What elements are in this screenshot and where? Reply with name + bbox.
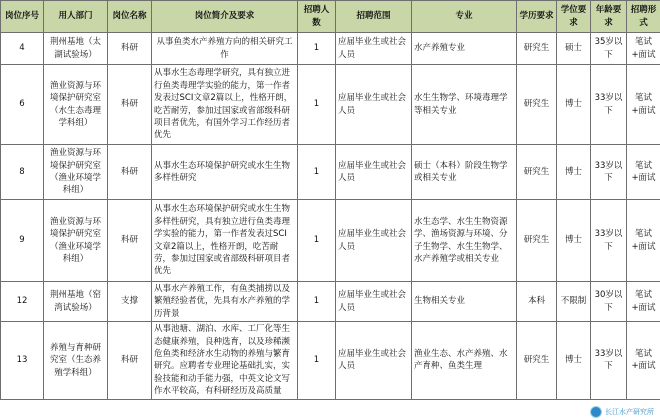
cell-edu: 研究生 [517,65,557,145]
table-row [1,322,660,399]
cell-post: 科研 [108,145,152,200]
table-row [1,145,660,200]
table-row [1,200,660,282]
cell-age: 33岁以下 [591,200,627,282]
header-edu: 学历要求 [517,1,557,33]
header-num: 招聘人数 [298,1,336,33]
cell-dept: 渔业资源与环境保护研究室（渔业环境学科组） [44,200,108,282]
cell-num: 1 [298,33,336,65]
cell-edu: 研究生 [517,33,557,65]
cell-scope: 应届毕业生或社会人员 [336,322,412,399]
cell-degree: 博士 [557,200,591,282]
cell-form: 笔试+面试 [627,33,660,65]
cell-desc: 从事水生态毒理学研究，具有独立进行鱼类毒理学实验的能力，第一作者发表过SCI文章2篇以上，性格开朗，吃苦耐劳，参加过国家或省部级科研项目者优先，有国外学习工作经历者优先 [152,65,298,145]
cell-desc: 从事水产养殖工作，有鱼类捕捞以及繁殖经验者优，先具有水产养殖的学历背景 [152,282,298,322]
cell-major: 硕士（本科）阶段生物学或相关专业 [412,145,517,200]
cell-dept: 渔业资源与环境保护研究室（水生态毒理学科组） [44,65,108,145]
cell-major: 水产养殖专业 [412,33,517,65]
header-post: 岗位名称 [108,1,152,33]
cell-edu: 研究生 [517,200,557,282]
cell-scope: 应届毕业生或社会人员 [336,145,412,200]
cell-form: 笔试+面试 [627,282,660,322]
cell-num: 1 [298,200,336,282]
cell-dept: 荆州基地（太湖试验场） [44,33,108,65]
cell-scope: 应届毕业生或社会人员 [336,33,412,65]
cell-form: 笔试+面试 [627,65,660,145]
cell-scope: 应届毕业生或社会人员 [336,65,412,145]
table-row [1,65,660,145]
cell-degree: 硕士 [557,33,591,65]
cell-major: 水生态学、水生生物资源学、渔场资源与环境、分子生物学、水生生物学、水产养殖学或相关专业 [412,200,517,282]
header-row [1,1,660,33]
cell-dept: 渔业资源与环境保护研究室（渔业环境学科组） [44,145,108,200]
watermark-logo-icon [590,406,602,418]
cell-desc: 从事池塘、湖泊、水库、工厂化等生态健康养殖，良种选育，以及珍稀濒危鱼类和经济水生动物的养殖与繁育研究。应聘者专业理论基础扎实，实验技能和动手能力强，中英文论文写作水平较高，有科研经历及高质量 [152,322,298,399]
header-age: 年龄要求 [591,1,627,33]
cell-post: 支撑 [108,282,152,322]
cell-seq: 4 [1,33,44,65]
cell-desc: 从事水生态环境保护研究或水生生物多样性研究 [152,145,298,200]
cell-post: 科研 [108,65,152,145]
cell-major: 水生生物学、环境毒理学等相关专业 [412,65,517,145]
cell-seq: 6 [1,65,44,145]
cell-num: 1 [298,282,336,322]
watermark-text: 长江水产研究所 [605,408,654,416]
cell-degree: 博士 [557,322,591,399]
cell-dept: 荆州基地（窑湾试验场） [44,282,108,322]
cell-edu: 研究生 [517,322,557,399]
cell-form: 笔试+面试 [627,145,660,200]
header-scope: 招聘范围 [336,1,412,33]
cell-age: 33岁以下 [591,65,627,145]
cell-desc: 从事水生态环境保护研究或水生生物多样性研究，具有独立进行鱼类毒理学实验的能力，第一作者发表过SCI文章2篇以上，性格开朗，吃苦耐劳，参加过国家或省部级科研项目者优先 [152,200,298,282]
cell-num: 1 [298,65,336,145]
cell-age: 35岁以下 [591,33,627,65]
cell-degree: 博士 [557,65,591,145]
cell-dept: 养殖与育种研究室（生态养殖学科组） [44,322,108,399]
header-dept: 用人部门 [44,1,108,33]
header-form: 招聘形式 [627,1,660,33]
cell-seq: 8 [1,145,44,200]
cell-major: 生物相关专业 [412,282,517,322]
cell-seq: 9 [1,200,44,282]
header-major: 专业 [412,1,517,33]
cell-degree: 博士 [557,145,591,200]
cell-seq: 12 [1,282,44,322]
cell-edu: 本科 [517,282,557,322]
table-row [1,282,660,322]
cell-age: 33岁以下 [591,322,627,399]
header-seq: 岗位序号 [1,1,44,33]
cell-scope: 应届毕业生或社会人员 [336,200,412,282]
cell-major: 渔业生态、水产养殖、水产育种、鱼类生理 [412,322,517,399]
header-degree: 学位要求 [557,1,591,33]
cell-num: 1 [298,145,336,200]
cell-num: 1 [298,322,336,399]
table-row [1,33,660,65]
cell-form: 笔试+面试 [627,322,660,399]
cell-post: 科研 [108,200,152,282]
cell-desc: 从事鱼类水产养殖方向的相关研究工作 [152,33,298,65]
cell-post: 科研 [108,33,152,65]
cell-age: 30岁以下 [591,282,627,322]
header-desc: 岗位简介及要求 [152,1,298,33]
cell-form: 笔试+面试 [627,200,660,282]
cell-degree: 不限制 [557,282,591,322]
cell-age: 33岁以下 [591,145,627,200]
cell-post: 科研 [108,322,152,399]
watermark [590,406,654,418]
cell-seq: 13 [1,322,44,399]
cell-edu: 研究生 [517,145,557,200]
cell-scope: 应届毕业生或社会人员 [336,282,412,322]
